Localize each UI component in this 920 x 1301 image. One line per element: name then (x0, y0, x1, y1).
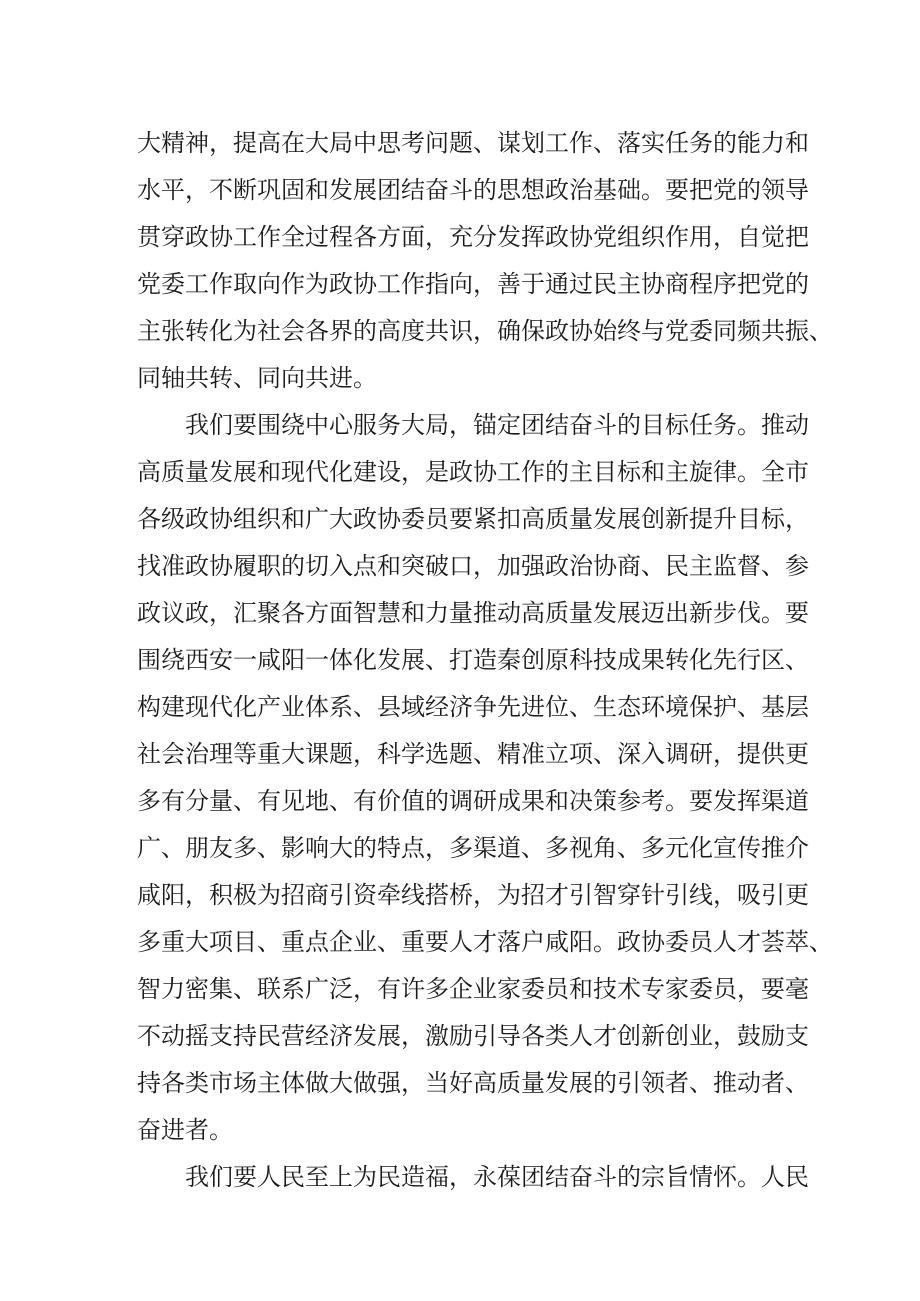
text-line: 找准政协履职的切入点和突破口，加强政治协商、民主监督、参 (137, 552, 809, 580)
text-line: 咸阳，积极为招商引资牵线搭桥，为招才引智穿针引线，吸引更 (137, 881, 809, 909)
text-line: 贯穿政协工作全过程各方面，充分发挥政协党组织作用，自觉把 (137, 223, 809, 251)
text-line: 广、朋友多、影响大的特点，多渠道、多视角、多元化宣传推介 (137, 834, 809, 862)
text-line: 各级政协组织和广大政协委员要紧扣高质量发展创新提升目标， (137, 505, 809, 533)
document-body (137, 120, 833, 1201)
text-line: 持各类市场主体做大做强，当好高质量发展的引领者、推动者、 (137, 1069, 809, 1097)
text-line: 政议政，汇聚各方面智慧和力量推动高质量发展迈出新步伐。要 (137, 599, 809, 627)
text-line: 同轴共转、同向共进。 (137, 364, 377, 392)
text-line: 社会治理等重大课题，科学选题、精准立项、深入调研，提供更 (137, 740, 809, 768)
text-line: 多重大项目、重点企业、重要人才落户咸阳。政协委员人才荟萃、 (137, 928, 833, 956)
text-line: 高质量发展和现代化建设，是政协工作的主目标和主旋律。全市 (137, 458, 809, 486)
text-line: 大精神，提高在大局中思考问题、谋划工作、落实任务的能力和 (137, 129, 809, 157)
text-line: 奋进者。 (137, 1116, 233, 1144)
text-line: 不动摇支持民营经济发展，激励引导各类人才创新创业，鼓励支 (137, 1022, 809, 1050)
paragraph-start-line: 我们要围绕中心服务大局，锚定团结奋斗的目标任务。推动 (185, 411, 809, 439)
text-line: 党委工作取向作为政协工作指向，善于通过民主协商程序把党的 (137, 270, 809, 298)
text-line: 智力密集、联系广泛，有许多企业家委员和技术专家委员，要毫 (137, 975, 809, 1003)
text-line: 构建现代化产业体系、县域经济争先进位、生态环境保护、基层 (137, 693, 809, 721)
text-line: 围绕西安一咸阳一体化发展、打造秦创原科技成果转化先行区、 (137, 646, 809, 674)
text-line: 多有分量、有见地、有价值的调研成果和决策参考。要发挥渠道 (137, 787, 809, 815)
paragraph-start-line: 我们要人民至上为民造福，永葆团结奋斗的宗旨情怀。人民 (185, 1163, 809, 1191)
text-line: 水平，不断巩固和发展团结奋斗的思想政治基础。要把党的领导 (137, 176, 809, 204)
text-line: 主张转化为社会各界的高度共识，确保政协始终与党委同频共振、 (137, 317, 833, 345)
